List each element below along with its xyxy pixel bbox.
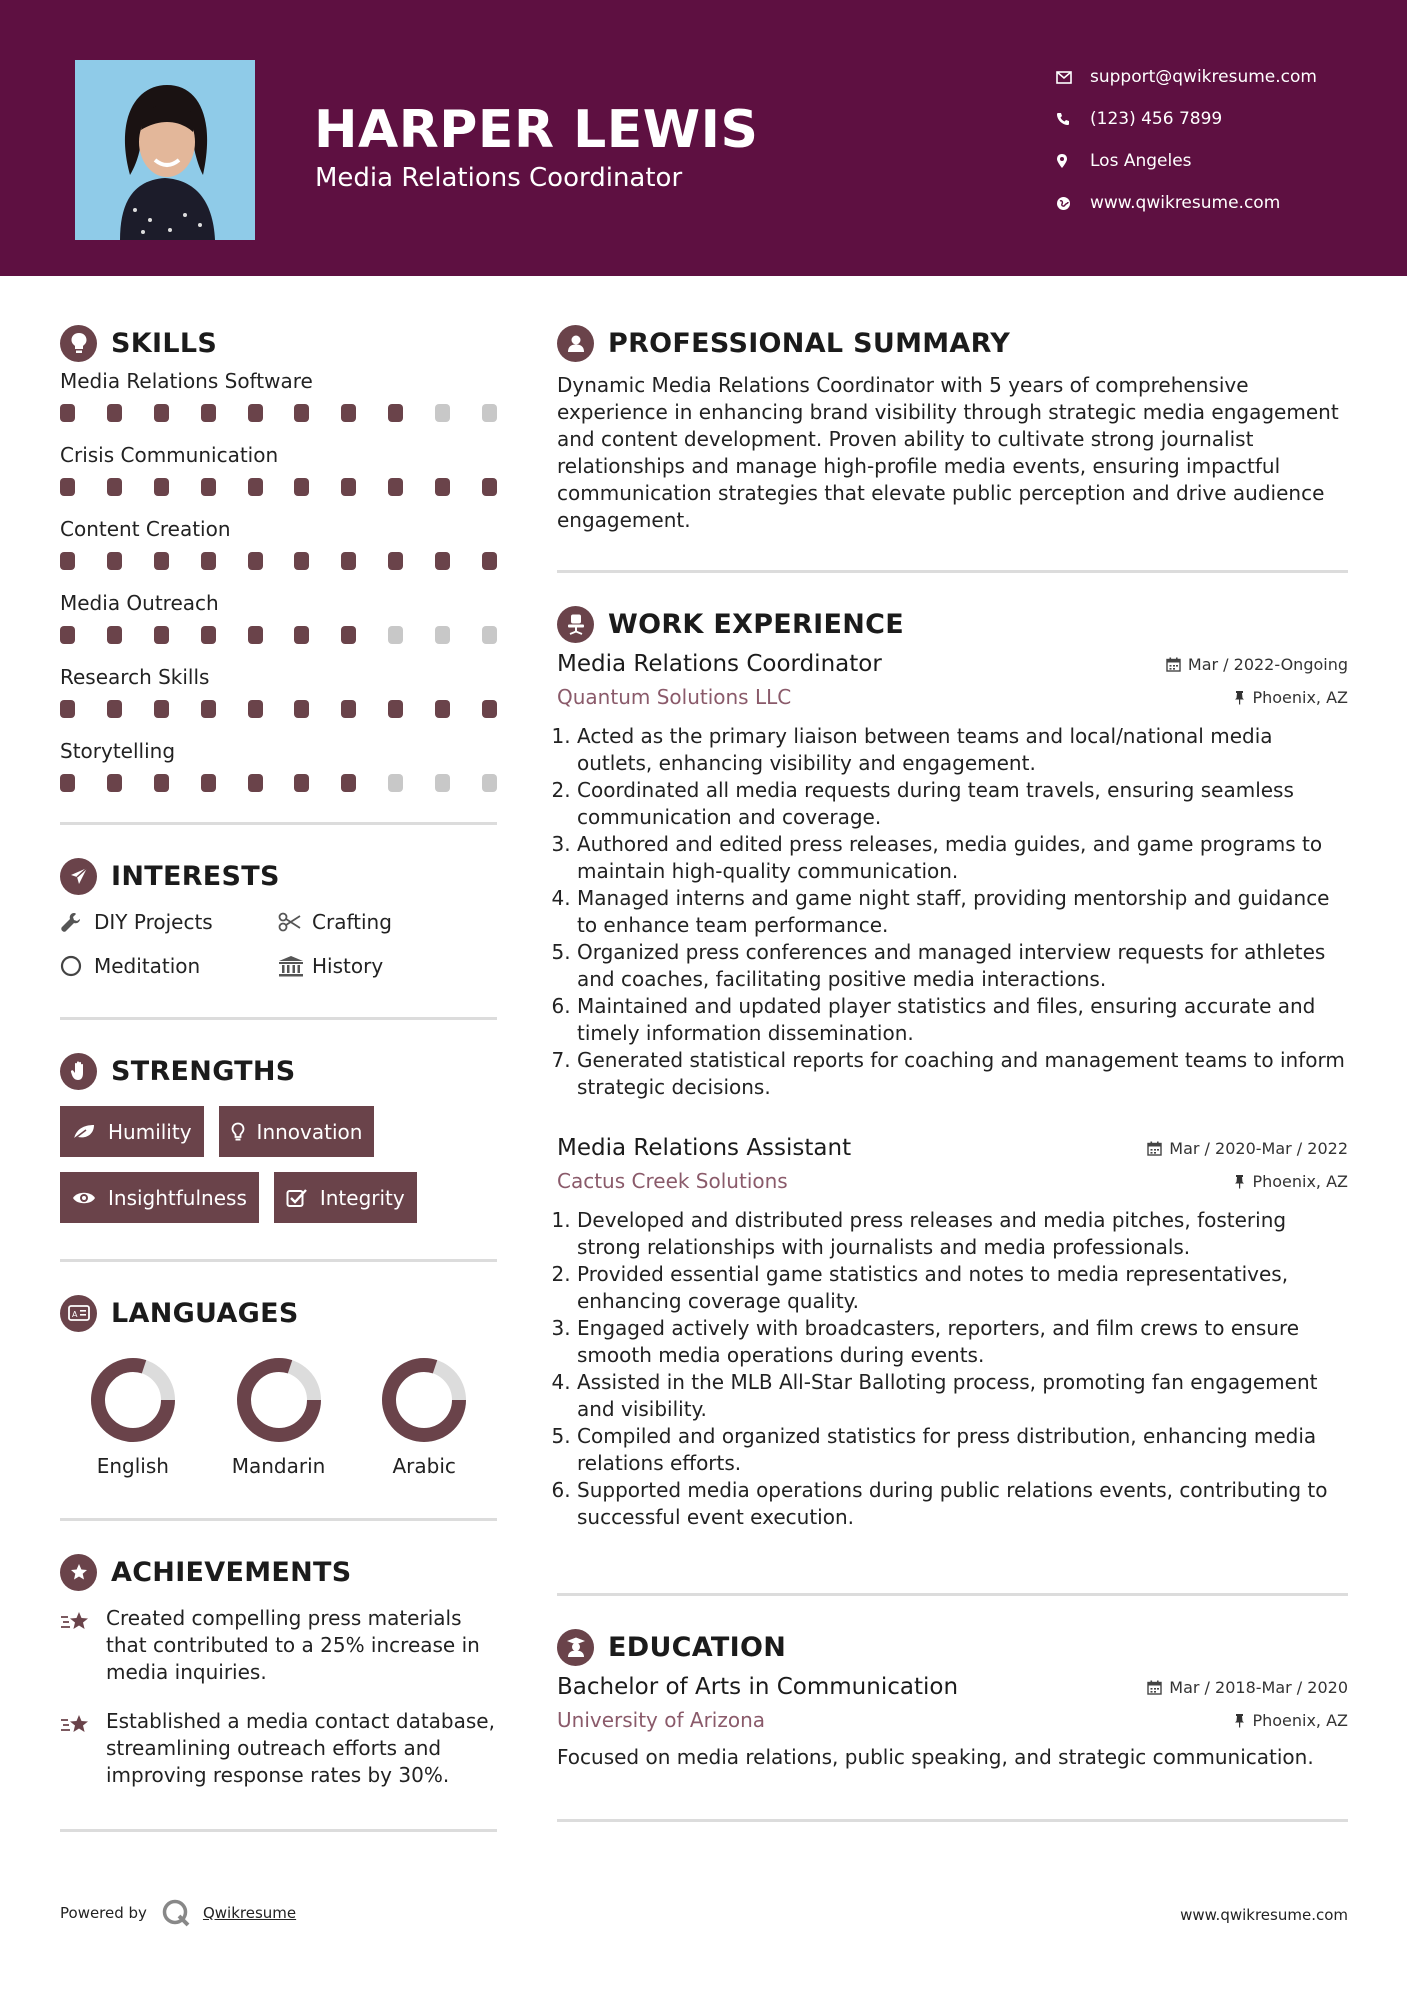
interest-crafting [278, 907, 496, 937]
job-subheader [557, 685, 1348, 709]
checkbox-icon [286, 1188, 308, 1208]
rating-dot-empty [388, 626, 403, 644]
skill-rating [60, 470, 497, 514]
summary-heading [557, 320, 1348, 366]
skills-heading [60, 320, 497, 366]
job-header [557, 1135, 1348, 1161]
education-description: Focused on media relations, public speaking, and strategic communication. [557, 1745, 1314, 1769]
rating-dot-filled [341, 552, 356, 570]
rating-dot-filled [482, 478, 497, 496]
job-bullet: 6. Maintained and updated player statistics and files, ensuring accurate and timely information dissemination. [577, 993, 1348, 1047]
summary-section [557, 320, 1348, 534]
languages-title: LANGUAGES [111, 1297, 299, 1329]
strength-label: Integrity [319, 1185, 405, 1210]
interest-label: DIY Projects [94, 910, 213, 934]
rating-dot-filled [154, 552, 169, 570]
rating-dot-filled [154, 404, 169, 422]
skills-title: SKILLS [111, 327, 218, 359]
interest-label: History [312, 954, 384, 978]
achievements-heading [60, 1549, 497, 1595]
job-location-text: Phoenix, AZ [1252, 687, 1348, 707]
interests-title: INTERESTS [111, 860, 280, 892]
contact-location [1056, 140, 1317, 182]
strength-chip-insightfulness [60, 1172, 259, 1223]
interest-diy [60, 907, 278, 937]
skill-rating [60, 544, 497, 588]
strength-chip-humility [60, 1106, 204, 1157]
eye-icon [72, 1190, 96, 1206]
languages-list [60, 1356, 497, 1478]
rating-dot-filled [294, 404, 309, 422]
strengths-list [60, 1106, 497, 1223]
powered-by-label: Powered by [60, 1904, 147, 1922]
rating-dot-filled [435, 700, 450, 718]
job-bullet: 1. Acted as the primary liaison between teams and local/national media outlets, enhancing visibility and engagement. [577, 723, 1348, 777]
language-item [60, 1356, 206, 1478]
wrench-icon [60, 911, 94, 933]
education-location-text: Phoenix, AZ [1252, 1710, 1348, 1730]
section-divider [557, 570, 1348, 573]
profile-photo [75, 60, 255, 240]
job-dates-text: Mar / 2020-Mar / 2022 [1169, 1138, 1348, 1158]
strengths-section [60, 1048, 497, 1223]
office-chair-icon [557, 606, 594, 643]
rating-dot-filled [388, 478, 403, 496]
rating-dot-filled [388, 552, 403, 570]
job-location-text: Phoenix, AZ [1252, 1171, 1348, 1191]
achievement-text: Established a media contact database, streamlining outreach efforts and improving response rates by 30%. [106, 1709, 495, 1787]
job-bullet: 6. Supported media operations during public relations events, contributing to successful event execution. [577, 1477, 1348, 1531]
job-title: Media Relations Coordinator [557, 651, 882, 677]
rating-dot-filled [294, 478, 309, 496]
rating-dot-empty [482, 626, 497, 644]
lightbulb-icon [231, 1122, 245, 1142]
rating-dot-filled [201, 552, 216, 570]
job-subheader [557, 1169, 1348, 1193]
job-title: Media Relations Assistant [557, 1135, 852, 1161]
interest-label: Meditation [94, 954, 201, 978]
education-section [557, 1624, 1348, 1771]
interest-history [278, 951, 496, 981]
strengths-heading [60, 1048, 497, 1094]
rating-dot-filled [60, 774, 75, 792]
achievements-title: ACHIEVEMENTS [111, 1556, 352, 1588]
rating-dot-filled [107, 404, 122, 422]
skill-rating [60, 766, 497, 810]
rating-dot-filled [154, 700, 169, 718]
section-divider [60, 1829, 497, 1832]
rating-dot-filled [60, 626, 75, 644]
job-company: Cactus Creek Solutions [557, 1169, 788, 1193]
achievement-item [60, 1708, 497, 1789]
shooting-star-icon [60, 1708, 106, 1789]
job-bullets [577, 1207, 1348, 1531]
rating-dot-filled [107, 552, 122, 570]
rating-dot-filled [248, 626, 263, 644]
skill-rating [60, 692, 497, 736]
right-column [557, 320, 1348, 1822]
language-ring [235, 1356, 323, 1444]
experience-section [557, 601, 1348, 1531]
job-bullet: 4. Assisted in the MLB All-Star Balloting process, promoting fan engagement and visibility. [577, 1369, 1348, 1423]
rating-dot-filled [201, 700, 216, 718]
job-location [1234, 1172, 1348, 1191]
job-header [557, 651, 1348, 677]
circle-icon [60, 955, 94, 977]
rating-dot-empty [435, 404, 450, 422]
contact-email[interactable] [1056, 56, 1317, 98]
skill-rating [60, 618, 497, 662]
school-name: University of Arizona [557, 1708, 766, 1732]
experience-heading [557, 601, 1348, 647]
qwikresume-logo-icon [161, 1898, 191, 1928]
qwikresume-link[interactable]: Qwikresume [202, 1904, 297, 1922]
education-header [557, 1674, 1348, 1700]
pushpin-icon [1234, 1174, 1245, 1189]
language-card-icon [60, 1295, 97, 1332]
rating-dot-filled [294, 626, 309, 644]
pushpin-icon [1234, 1713, 1245, 1728]
portrait-image [75, 60, 255, 240]
rating-dot-filled [341, 700, 356, 718]
job-bullet: 4. Managed interns and game night staff, providing mentorship and guidance to enhance team performance. [577, 885, 1348, 939]
contact-email-text: support@qwikresume.com [1090, 67, 1317, 87]
rating-dot-filled [201, 626, 216, 644]
language-label: English [96, 1454, 169, 1478]
job-bullets [577, 723, 1348, 1101]
resume-header [0, 0, 1407, 276]
strength-label: Insightfulness [108, 1185, 247, 1210]
rating-dot-filled [60, 404, 75, 422]
achievement-item [60, 1605, 497, 1686]
language-ring [380, 1356, 468, 1444]
star-badge-icon [60, 1554, 97, 1591]
summary-text: Dynamic Media Relations Coordinator with 5 years of comprehensive experience in enhancing brand visibility through strategic media engagement and content development. Proven ability to cultivate strong journalist relationships and manage high-profile media events, ensuring impactful communication strategies that elevate public perception and drive audience engagement. [557, 373, 1339, 532]
job-bullet: 7. Generated statistical reports for coaching and management teams to inform strategic decisions. [577, 1047, 1348, 1101]
rating-dot-filled [201, 478, 216, 496]
svg-text:A: A [71, 1310, 77, 1319]
interests-list [60, 907, 497, 981]
rating-dot-filled [294, 700, 309, 718]
job-bullet: 5. Organized press conferences and managed interview requests for athletes and coaches, facilitating positive media interactions. [577, 939, 1348, 993]
job-bullet: 2. Provided essential game statistics and notes to media representatives, enhancing coverage quality. [577, 1261, 1348, 1315]
rating-dot-empty [482, 774, 497, 792]
skills-list [60, 366, 497, 810]
section-divider [60, 1518, 497, 1521]
rating-dot-filled [248, 774, 263, 792]
contact-list [1056, 56, 1317, 224]
rating-dot-filled [107, 774, 122, 792]
job-company: Quantum Solutions LLC [557, 685, 792, 709]
rating-dot-filled [248, 478, 263, 496]
rating-dot-empty [388, 774, 403, 792]
leaf-icon [72, 1123, 96, 1141]
skill-name: Media Outreach [60, 591, 219, 615]
rating-dot-filled [248, 700, 263, 718]
section-divider [557, 1819, 1348, 1822]
rating-dot-filled [248, 404, 263, 422]
rating-dot-filled [341, 478, 356, 496]
candidate-role: Media Relations Coordinator [315, 163, 683, 193]
interests-section [60, 853, 497, 981]
rating-dot-filled [341, 774, 356, 792]
job-bullet: 2. Coordinated all media requests during team travels, ensuring seamless communication and coverage. [577, 777, 1348, 831]
job-bullet: 3. Authored and edited press releases, media guides, and game programs to maintain high-quality communication. [577, 831, 1348, 885]
strength-label: Innovation [256, 1119, 363, 1144]
education-title: EDUCATION [608, 1631, 787, 1663]
contact-website-text: www.qwikresume.com [1090, 193, 1281, 213]
language-item [206, 1356, 352, 1478]
job-bullet: 5. Compiled and organized statistics for press distribution, enhancing media relations efforts. [577, 1423, 1348, 1477]
rating-dot-filled [435, 478, 450, 496]
rating-dot-filled [294, 552, 309, 570]
envelope-icon [1056, 71, 1090, 84]
language-ring [89, 1356, 177, 1444]
footer-url[interactable]: www.qwikresume.com [1180, 1906, 1348, 1924]
languages-heading [60, 1290, 497, 1336]
interests-heading [60, 853, 497, 899]
contact-phone[interactable] [1056, 98, 1317, 140]
rating-dot-empty [435, 774, 450, 792]
strengths-title: STRENGTHS [111, 1055, 296, 1087]
rating-dot-empty [435, 626, 450, 644]
footer-powered-by [60, 1898, 296, 1928]
skill-name: Crisis Communication [60, 443, 279, 467]
raised-hand-icon [60, 1053, 97, 1090]
skill-name: Research Skills [60, 665, 210, 689]
rating-dot-filled [154, 478, 169, 496]
education-location [1234, 1711, 1348, 1730]
rating-dot-filled [482, 552, 497, 570]
user-icon [557, 325, 594, 362]
skills-section [60, 320, 497, 810]
interest-label: Crafting [312, 910, 392, 934]
skill-name: Media Relations Software [60, 369, 313, 393]
contact-website[interactable] [1056, 182, 1317, 224]
rating-dot-filled [435, 552, 450, 570]
job-entry [557, 1135, 1348, 1531]
rating-dot-filled [107, 626, 122, 644]
rating-dot-filled [154, 626, 169, 644]
rating-dot-filled [201, 774, 216, 792]
contact-location-text: Los Angeles [1090, 151, 1192, 171]
language-label: Arabic [392, 1454, 456, 1478]
rating-dot-filled [294, 774, 309, 792]
rating-dot-empty [482, 404, 497, 422]
strength-chip-innovation [219, 1106, 375, 1157]
interest-meditation [60, 951, 278, 981]
globe-icon [1056, 196, 1090, 211]
skill-name: Content Creation [60, 517, 231, 541]
phone-icon [1056, 112, 1090, 126]
skill-name: Storytelling [60, 739, 176, 763]
lightbulb-icon [60, 325, 97, 362]
job-location [1234, 688, 1348, 707]
rating-dot-filled [60, 552, 75, 570]
job-bullet: 3. Engaged actively with broadcasters, reporters, and film crews to ensure smooth media operations during events. [577, 1315, 1348, 1369]
pushpin-icon [1234, 690, 1245, 705]
section-divider [60, 1017, 497, 1020]
language-item [351, 1356, 497, 1478]
rating-dot-filled [341, 404, 356, 422]
strength-label: Humility [108, 1119, 192, 1144]
calendar-icon [1147, 1141, 1162, 1156]
rating-dot-filled [107, 700, 122, 718]
rating-dot-filled [482, 700, 497, 718]
section-divider [557, 1593, 1348, 1596]
achievement-text: Created compelling press materials that contributed to a 25% increase in media inquiries. [106, 1606, 480, 1684]
job-dates [1166, 655, 1348, 674]
rating-dot-filled [388, 404, 403, 422]
left-column [60, 320, 497, 1832]
scissors-icon [278, 912, 312, 932]
education-dates [1147, 1678, 1348, 1697]
section-divider [60, 822, 497, 825]
rating-dot-filled [154, 774, 169, 792]
rating-dot-filled [107, 478, 122, 496]
job-dates [1147, 1139, 1348, 1158]
job-dates-text: Mar / 2022-Ongoing [1187, 654, 1348, 674]
language-label: Mandarin [231, 1454, 326, 1478]
achievements-section [60, 1549, 497, 1789]
candidate-name: HARPER LEWIS [314, 100, 759, 160]
rating-dot-filled [201, 404, 216, 422]
calendar-icon [1166, 657, 1181, 672]
calendar-icon [1147, 1680, 1162, 1695]
rating-dot-filled [60, 700, 75, 718]
rating-dot-filled [388, 700, 403, 718]
skill-rating [60, 396, 497, 440]
rating-dot-filled [248, 552, 263, 570]
languages-section [60, 1290, 497, 1478]
contact-phone-text: (123) 456 7899 [1090, 109, 1223, 129]
education-heading [557, 1624, 1348, 1670]
rating-dot-filled [60, 478, 75, 496]
paper-plane-icon [60, 858, 97, 895]
museum-icon [278, 955, 312, 977]
shooting-star-icon [60, 1605, 106, 1686]
summary-title: PROFESSIONAL SUMMARY [608, 327, 1011, 359]
job-entry [557, 651, 1348, 1101]
job-bullet: 1. Developed and distributed press releases and media pitches, fostering strong relationships with journalists and media professionals. [577, 1207, 1348, 1261]
map-pin-icon [1056, 153, 1090, 169]
degree-title: Bachelor of Arts in Communication [557, 1674, 959, 1700]
experience-title: WORK EXPERIENCE [608, 608, 904, 640]
education-dates-text: Mar / 2018-Mar / 2020 [1169, 1677, 1348, 1697]
strength-chip-integrity [274, 1172, 417, 1223]
education-subheader [557, 1708, 1348, 1732]
graduate-icon [557, 1629, 594, 1666]
rating-dot-filled [341, 626, 356, 644]
section-divider [60, 1259, 497, 1262]
